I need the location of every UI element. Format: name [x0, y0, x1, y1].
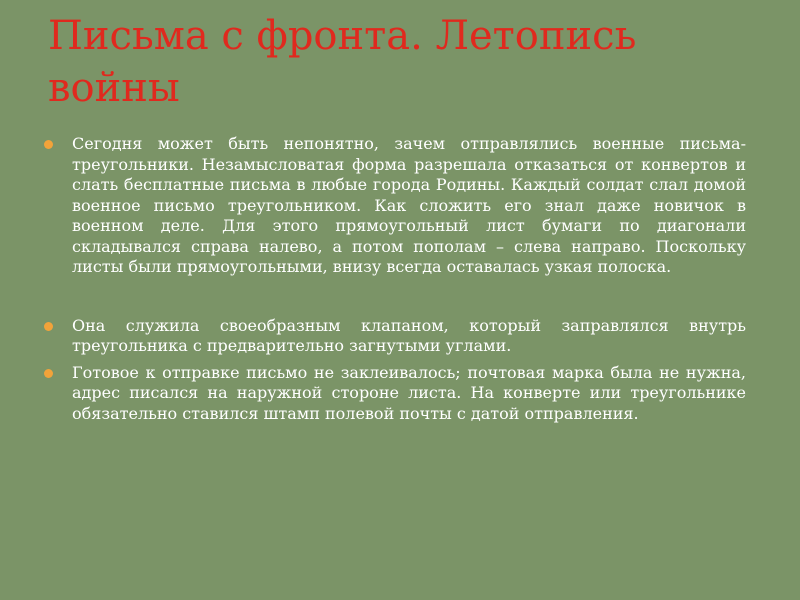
bullet-text: Готовое к отправке письмо не заклеивалось; почтовая марка была не нужна, адрес писался на наружной стороне листа. На конверте или треугольнике обязательно ставился штамп полевой почты с датой отправления. [72, 362, 746, 423]
bullet-dot-icon [44, 322, 53, 331]
slide-title: Письма с фронта. Летопись войны [48, 13, 637, 111]
bullet-item [44, 363, 746, 425]
bullet-item [44, 316, 746, 357]
bullet-dot-icon [44, 369, 53, 378]
bullet-text: Она служила своеобразным клапаном, который заправлялся внутрь треугольника с предварительно загнутыми углами. [72, 315, 746, 355]
bullet-list [44, 134, 746, 424]
bullet-text: Сегодня может быть непонятно, зачем отправлялись военные письма-треугольники. Незамысловатая форма разрешала отказаться от конвертов и слать бесплатные письма в любые города Родины. Каждый солдат слал домой военное письмо треугольником. Как сложить его знал даже новичок в военном деле. Для этого прямоугольный лист бумаги по диагонали складывался справа налево, а потом пополам – слева направо. Поскольку листы были прямоугольными, внизу всегда оставалась узкая полоска. [72, 134, 746, 276]
bullet-dot-icon [44, 140, 53, 149]
bullet-item [44, 134, 746, 278]
